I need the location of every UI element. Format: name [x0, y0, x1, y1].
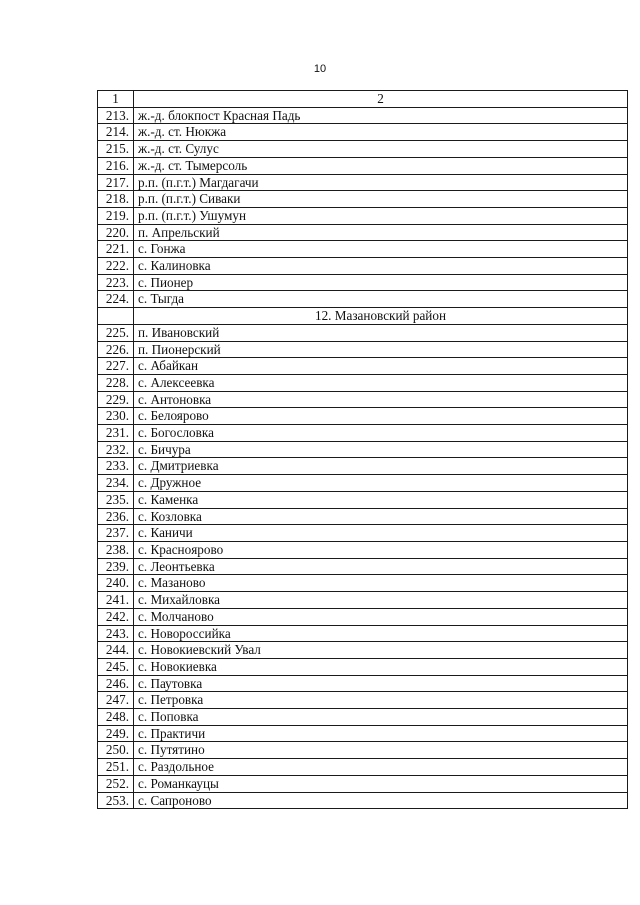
settlement-name: с. Новокиевка: [134, 658, 628, 675]
table-row: [98, 575, 628, 592]
table-row: [98, 141, 628, 158]
table-header-row: [98, 91, 628, 108]
settlement-name: с. Леонтьевка: [134, 558, 628, 575]
settlement-name: с. Козловка: [134, 508, 628, 525]
row-number: 244.: [98, 642, 134, 659]
row-number: 215.: [98, 141, 134, 158]
row-number: 228.: [98, 374, 134, 391]
settlement-name: с. Молчаново: [134, 608, 628, 625]
settlement-name: р.п. (п.г.т.) Магдагачи: [134, 174, 628, 191]
settlement-name: с. Каничи: [134, 525, 628, 542]
row-number: 226.: [98, 341, 134, 358]
settlement-name: п. Пионерский: [134, 341, 628, 358]
settlement-name: с. Новороссийка: [134, 625, 628, 642]
table-row: [98, 425, 628, 442]
table-row: [98, 408, 628, 425]
row-number: 221.: [98, 241, 134, 258]
row-number: 213.: [98, 107, 134, 124]
row-number: 237.: [98, 525, 134, 542]
row-number: 245.: [98, 658, 134, 675]
table-row: [98, 391, 628, 408]
settlement-name: с. Белоярово: [134, 408, 628, 425]
row-number: 239.: [98, 558, 134, 575]
settlement-name: с. Алексеевка: [134, 374, 628, 391]
table-row: [98, 258, 628, 275]
table-row: [98, 475, 628, 492]
row-number: 214.: [98, 124, 134, 141]
table-row: [98, 324, 628, 341]
row-number: 249.: [98, 725, 134, 742]
table-row: [98, 525, 628, 542]
table-row: [98, 775, 628, 792]
settlement-name: с. Петровка: [134, 692, 628, 709]
settlement-name: ж.-д. ст. Сулус: [134, 141, 628, 158]
section-row: [98, 308, 628, 325]
settlement-name: с. Михайловка: [134, 592, 628, 609]
settlement-name: п. Апрельский: [134, 224, 628, 241]
settlement-name: с. Дружное: [134, 475, 628, 492]
row-number: 248.: [98, 709, 134, 726]
settlement-name: с. Раздольное: [134, 759, 628, 776]
settlement-name: р.п. (п.г.т.) Ушумун: [134, 207, 628, 224]
row-number: 250.: [98, 742, 134, 759]
row-number: 243.: [98, 625, 134, 642]
row-number: 236.: [98, 508, 134, 525]
row-number: 235.: [98, 491, 134, 508]
row-number: 219.: [98, 207, 134, 224]
row-number: 252.: [98, 775, 134, 792]
row-number: 232.: [98, 441, 134, 458]
table-row: [98, 592, 628, 609]
row-number: 217.: [98, 174, 134, 191]
row-number: 241.: [98, 592, 134, 609]
settlement-name: с. Тыгда: [134, 291, 628, 308]
table-row: [98, 358, 628, 375]
table-row: [98, 491, 628, 508]
row-number: 230.: [98, 408, 134, 425]
settlement-name: п. Ивановский: [134, 324, 628, 341]
column-header-name: 2: [134, 91, 628, 108]
table-row: [98, 642, 628, 659]
settlement-name: с. Сапроново: [134, 792, 628, 809]
settlement-name: ж.-д. ст. Тымерсоль: [134, 157, 628, 174]
settlement-name: с. Мазаново: [134, 575, 628, 592]
table-row: [98, 124, 628, 141]
table-row: [98, 241, 628, 258]
settlement-name: с. Пионер: [134, 274, 628, 291]
row-number: 218.: [98, 191, 134, 208]
row-number: 229.: [98, 391, 134, 408]
table-row: [98, 157, 628, 174]
table-row: [98, 374, 628, 391]
row-number: 233.: [98, 458, 134, 475]
table-row: [98, 541, 628, 558]
row-number: 220.: [98, 224, 134, 241]
settlement-name: с. Дмитриевка: [134, 458, 628, 475]
table-row: [98, 558, 628, 575]
table-row: [98, 608, 628, 625]
table-row: [98, 341, 628, 358]
settlement-name: р.п. (п.г.т.) Сиваки: [134, 191, 628, 208]
table-row: [98, 224, 628, 241]
table-row: [98, 792, 628, 809]
settlement-name: с. Калиновка: [134, 258, 628, 275]
table-row: [98, 675, 628, 692]
section-title: 12. Мазановский район: [134, 308, 628, 325]
settlement-name: с. Поповка: [134, 709, 628, 726]
row-number: 240.: [98, 575, 134, 592]
row-number: 223.: [98, 274, 134, 291]
table-row: [98, 508, 628, 525]
page-number: 10: [313, 63, 327, 75]
row-number: 216.: [98, 157, 134, 174]
row-number: 238.: [98, 541, 134, 558]
row-number: 225.: [98, 324, 134, 341]
settlement-name: с. Богословка: [134, 425, 628, 442]
table-row: [98, 709, 628, 726]
settlement-name: с. Романкауцы: [134, 775, 628, 792]
table-row: [98, 174, 628, 191]
table-row: [98, 441, 628, 458]
table-row: [98, 658, 628, 675]
table-row: [98, 692, 628, 709]
settlement-name: с. Бичура: [134, 441, 628, 458]
settlement-name: с. Краснoярово: [134, 541, 628, 558]
table-row: [98, 742, 628, 759]
row-number: 247.: [98, 692, 134, 709]
settlement-name: с. Новокиевский Увал: [134, 642, 628, 659]
settlement-name: с. Паутовка: [134, 675, 628, 692]
table-row: [98, 759, 628, 776]
table-row: [98, 274, 628, 291]
table-row: [98, 207, 628, 224]
table-row: [98, 725, 628, 742]
column-header-number: 1: [98, 91, 134, 108]
settlement-name: с. Антоновка: [134, 391, 628, 408]
row-number: 227.: [98, 358, 134, 375]
row-number: 246.: [98, 675, 134, 692]
settlement-name: с. Гонжа: [134, 241, 628, 258]
row-number: 253.: [98, 792, 134, 809]
table-row: [98, 291, 628, 308]
table-row: [98, 107, 628, 124]
settlements-table: [97, 90, 628, 809]
table-row: [98, 458, 628, 475]
row-number: 234.: [98, 475, 134, 492]
row-number: 242.: [98, 608, 134, 625]
settlement-name: с. Практичи: [134, 725, 628, 742]
settlement-name: ж.-д. ст. Нюкжа: [134, 124, 628, 141]
settlement-name: ж.-д. блокпост Красная Падь: [134, 107, 628, 124]
section-number-cell: [98, 308, 134, 325]
row-number: 231.: [98, 425, 134, 442]
row-number: 251.: [98, 759, 134, 776]
table-row: [98, 191, 628, 208]
settlement-name: с. Путятино: [134, 742, 628, 759]
row-number: 224.: [98, 291, 134, 308]
row-number: 222.: [98, 258, 134, 275]
settlement-name: с. Каменка: [134, 491, 628, 508]
settlement-name: с. Абайкан: [134, 358, 628, 375]
table-row: [98, 625, 628, 642]
